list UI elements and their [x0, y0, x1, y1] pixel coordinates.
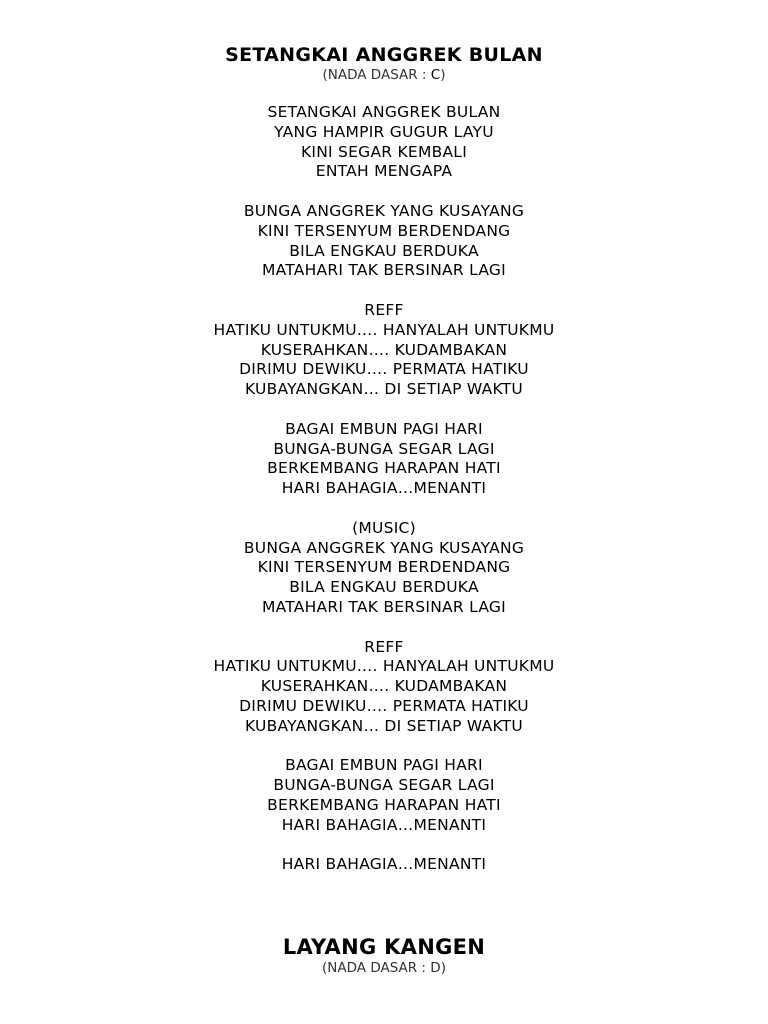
- lyric-line: (MUSIC): [352, 518, 416, 537]
- song-key: [0, 67, 768, 83]
- song-title: LAYANG KANGEN: [282, 935, 486, 959]
- stanza: [0, 103, 768, 182]
- song-key-prefix: (NADA DASAR :: [322, 960, 431, 976]
- lyric-line: KINI TERSENYUM BERDENDANG: [257, 558, 511, 577]
- lyric-line: SETANGKAI ANGGREK BULAN: [267, 103, 501, 121]
- lyric-line: BUNGA-BUNGA SEGAR LAGI: [273, 439, 495, 458]
- song-key-suffix: ): [440, 960, 446, 976]
- lyric-line: KUSERAHKAN…. KUDAMBAKAN: [260, 340, 508, 359]
- lyric-line: MATAHARI TAK BERSINAR LAGI: [261, 261, 507, 280]
- lyric-line: HARI BAHAGIA…MENANTI: [281, 855, 487, 874]
- lyric-line: REFF: [364, 300, 404, 319]
- lyric-line: DIRIMU DEWIKU…. PERMATA HATIKU: [239, 696, 529, 715]
- lyric-line: BUNGA-BUNGA SEGAR LAGI: [273, 776, 495, 795]
- stanza: [0, 420, 768, 499]
- lyric-line: BERKEMBANG HARAPAN HATI: [267, 459, 501, 478]
- lyric-line: BAGAI EMBUN PAGI HARI: [285, 419, 483, 438]
- song-setangkai-anggrek-bulan: [0, 43, 768, 895]
- lyric-line: HARI BAHAGIA…MENANTI: [281, 815, 487, 834]
- lyric-line: YANG HAMPIR GUGUR LAYU: [274, 122, 494, 141]
- lyric-line: KINI SEGAR KEMBALI: [300, 142, 468, 161]
- lyric-line: BERKEMBANG HARAPAN HATI: [267, 795, 501, 814]
- song-layang-kangen: [0, 934, 768, 976]
- lyric-line: DIRIMU DEWIKU…. PERMATA HATIKU: [239, 360, 529, 379]
- stanza: [0, 301, 768, 400]
- lyric-line: KINI TERSENYUM BERDENDANG: [257, 221, 511, 240]
- song-key: [0, 960, 768, 976]
- stanza: [0, 855, 768, 875]
- song-key-value: C: [430, 67, 441, 83]
- lyric-line: BUNGA ANGGREK YANG KUSAYANG: [243, 201, 525, 220]
- stanza: [0, 519, 768, 618]
- song-verses: [0, 103, 768, 875]
- song-key-value: D: [430, 960, 441, 976]
- lyric-line: BILA ENGKAU BERDUKA: [289, 241, 479, 260]
- stanza: [0, 638, 768, 737]
- lyric-line: BUNGA ANGGREK YANG KUSAYANG: [243, 538, 525, 557]
- lyric-line: HATIKU UNTUKMU…. HANYALAH UNTUKMU: [213, 320, 555, 339]
- lyric-line: BAGAI EMBUN PAGI HARI: [285, 756, 483, 775]
- lyric-line: HARI BAHAGIA…MENANTI: [281, 479, 487, 498]
- lyric-line: ENTAH MENGAPA: [315, 162, 453, 181]
- song-key-suffix: ): [440, 67, 446, 83]
- stanza: [0, 202, 768, 281]
- lyric-line: REFF: [364, 637, 404, 656]
- song-key-prefix: (NADA DASAR :: [322, 67, 431, 83]
- song-title: SETANGKAI ANGGREK BULAN: [225, 44, 543, 66]
- stanza: [0, 756, 768, 835]
- lyric-line: BILA ENGKAU BERDUKA: [289, 578, 479, 597]
- lyric-line: KUBAYANGKAN… DI SETIAP WAKTU: [245, 716, 523, 735]
- lyric-line: HATIKU UNTUKMU…. HANYALAH UNTUKMU: [213, 657, 555, 676]
- lyric-line: KUBAYANGKAN… DI SETIAP WAKTU: [245, 380, 523, 399]
- lyric-line: MATAHARI TAK BERSINAR LAGI: [261, 597, 507, 616]
- lyric-line: KUSERAHKAN…. KUDAMBAKAN: [260, 677, 508, 696]
